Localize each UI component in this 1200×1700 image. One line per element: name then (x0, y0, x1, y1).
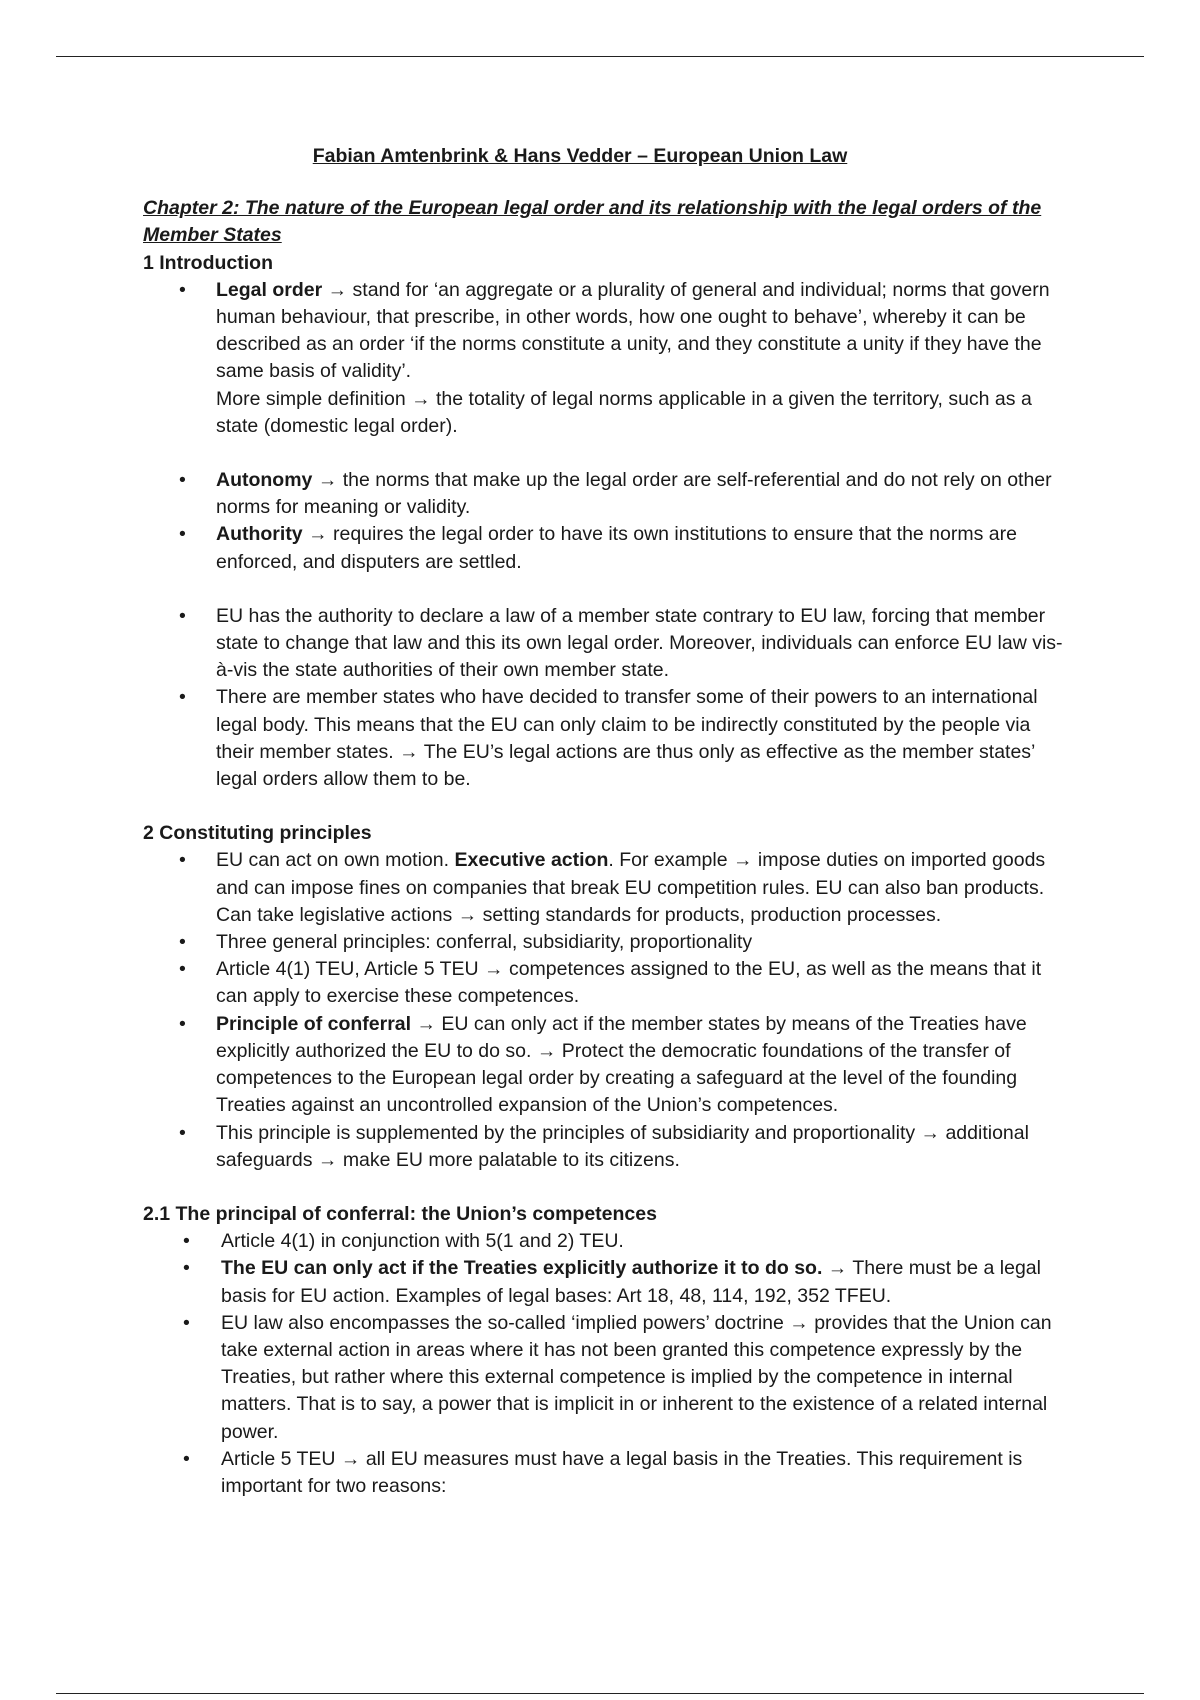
section-gap (143, 1174, 1063, 1201)
header-rule (56, 56, 1144, 57)
term-autonomy: Autonomy → (216, 469, 338, 492)
bullet-icon: • (183, 1447, 190, 1470)
item-text: . For example → impose duties on imported goods and can impose fines on companies that break EU competition rules. EU can also ban products. Can take legislative actions → setting standards for products, production processes. (216, 849, 1046, 926)
list-item (143, 956, 1063, 1010)
bullet-icon: • (179, 1012, 186, 1035)
item-text: Three general principles: conferral, subsidiarity, proportionality (216, 931, 753, 954)
key-statement: The EU can only act if the Treaties explicitly authorize it to do so. (221, 1257, 823, 1280)
chapter-title (143, 195, 1063, 249)
item-text: requires the legal order to have its own institutions to ensure that the norms are enforced, and disputers are settled. (216, 523, 1017, 573)
list-item (143, 1120, 1063, 1174)
item-text: EU can only act if the member states by means of the Treaties have explicitly authorized the EU to do so. → Protect the democratic foundations of the transfer of competences to the European legal order by creating a safeguard at the level of the founding Treaties against an uncontrolled expansion of the Union’s competences. (216, 1012, 1027, 1117)
bullet-icon: • (183, 1230, 190, 1253)
list-item (143, 847, 1063, 929)
section-gap (143, 793, 1063, 820)
list-item (143, 603, 1063, 685)
item-text: EU can act on own motion. (216, 849, 455, 872)
section-heading-principal-of-conferral: 2.1 The principal of conferral: the Union’s competences (143, 1202, 657, 1225)
list-item (143, 1310, 1063, 1446)
bullet-icon: • (179, 604, 186, 627)
term-principle-of-conferral: Principle of conferral → (216, 1012, 436, 1035)
bullet-icon: • (179, 469, 186, 492)
term-executive-action: Executive action (454, 849, 609, 872)
item-text: Article 4(1) TEU, Article 5 TEU → competences assigned to the EU, as well as the means that it can apply to exercise these competences. (216, 958, 1042, 1008)
section-heading-constituting-principles: 2 Constituting principles (143, 822, 372, 845)
list-item (143, 1228, 1063, 1255)
bullet-icon: • (179, 931, 186, 954)
list-item (143, 1011, 1063, 1120)
bullet-icon: • (179, 849, 186, 872)
item-text: EU has the authority to declare a law of a member state contrary to EU law, forcing that member state to change that law and this its own legal order. Moreover, individuals can enforce EU law vis-à-vis the state authorities of their own member state. (216, 604, 1063, 682)
document-body (143, 143, 1063, 1500)
item-extra-text: More simple definition → the totality of legal norms applicable in a given the territory, such as a state (domestic legal order). (216, 387, 1032, 437)
bullet-icon: • (179, 686, 186, 709)
item-text: the norms that make up the legal order are self-referential and do not rely on other norms for meaning or validity. (216, 469, 1052, 519)
item-text: Article 5 TEU → all EU measures must have a legal basis in the Treaties. This requirement is important for two reasons: (221, 1447, 1023, 1497)
item-text: This principle is supplemented by the principles of subsidiarity and proportionality → additional safeguards → make EU more palatable to its citizens. (216, 1121, 1029, 1171)
item-text: There are member states who have decided to transfer some of their powers to an international legal body. This means that the EU can only claim to be indirectly constituted by the people via their member states. → The EU’s legal actions are thus only as effective as the member states’ legal orders allow them to be. (216, 686, 1038, 791)
list-item (143, 467, 1063, 521)
footer-rule (56, 1693, 1144, 1694)
list-item (143, 684, 1063, 793)
bullet-icon: • (179, 278, 186, 301)
item-text: stand for ‘an aggregate or a plurality of general and individual; norms that govern human behaviour, that prescribe, in other words, how one ought to behave’, whereby it can be described as an order ‘if the norms constitute a unity, and they constitute a unity if they have the same basis of validity’. (216, 278, 1050, 383)
document-title: Fabian Amtenbrink & Hans Vedder – European Union Law (312, 145, 848, 167)
list-spacer (143, 440, 1063, 467)
list-item (143, 277, 1063, 440)
item-text: → There must be a legal basis for EU action. Examples of legal bases: Art 18, 48, 114, 192, 352 TFEU. (221, 1257, 1041, 1307)
bullet-icon: • (179, 1121, 186, 1144)
chapter-title-line-1: Chapter 2: The nature of the European legal order and its relationship with the legal orders of the (143, 197, 1042, 220)
chapter-title-line-2: Member States (143, 224, 282, 247)
term-legal-order: Legal order → (216, 278, 348, 301)
item-text: EU law also encompasses the so-called ‘implied powers’ doctrine → provides that the Union can take external action in areas where it has not been granted this competence expressly by the Treaties, but rather where this external competence is implied by the competence in internal matters. That is to say, a power that is implicit in or inherent to the existence of a related internal power. (221, 1311, 1052, 1443)
item-text: Article 4(1) in conjunction with 5(1 and 2) TEU. (221, 1230, 624, 1253)
introduction-list (143, 277, 1063, 793)
list-item (143, 521, 1063, 575)
term-authority: Authority → (216, 523, 328, 546)
list-item (143, 1255, 1063, 1309)
section-heading-introduction: 1 Introduction (143, 251, 273, 274)
bullet-icon: • (179, 523, 186, 546)
bullet-icon: • (179, 958, 186, 981)
constituting-principles-list (143, 847, 1063, 1173)
list-item (143, 1446, 1063, 1500)
bullet-icon: • (183, 1257, 190, 1280)
bullet-icon: • (183, 1311, 190, 1334)
list-item (143, 929, 1063, 956)
conferral-competences-list (143, 1228, 1063, 1500)
list-spacer (143, 576, 1063, 603)
